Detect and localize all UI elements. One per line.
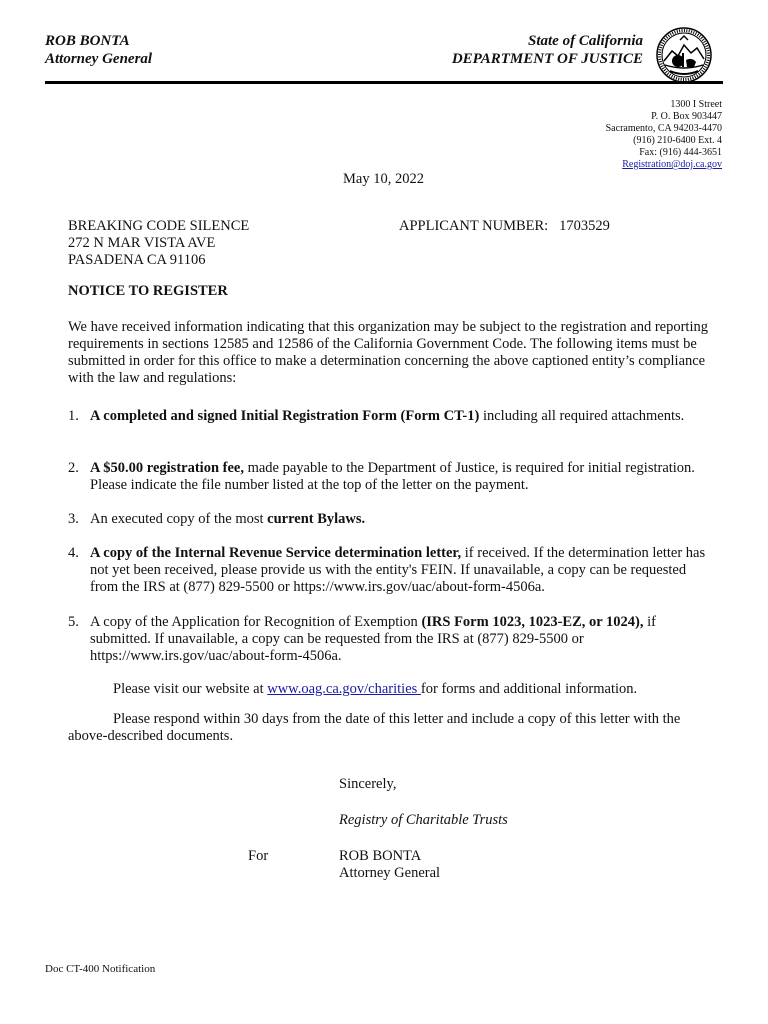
list-item-text: made payable to the Department of Justice, is required for initial registration. Please indicate the file number listed at the top of the letter on the payment. xyxy=(90,460,695,493)
state-name: State of California xyxy=(527,33,643,49)
list-item-text: if submitted. If unavailable, a copy can be requested from the IRS at (877) 829-5500 or https://www.irs.gov/uac/about-form-4506a. xyxy=(90,614,656,664)
signer-title: Attorney General xyxy=(339,865,441,881)
intro-paragraph: We have received information indicating that this organization may be subject to the registration and reporting requirements in sections 12585 and 12586 of the California Government Code. The following items must be submitted in order for this office to make a determination concerning the above captioned entity’s compliance with the law and regulations: xyxy=(68,319,708,386)
list-item-bold: (IRS Form 1023, 1023-EZ, or 1024), xyxy=(421,614,644,630)
list-item-bold: A $50.00 registration fee, xyxy=(90,460,244,476)
list-item-number: 1. xyxy=(68,408,79,424)
list-item-number: 2. xyxy=(68,460,79,476)
address-line: Sacramento, CA 94203-4470 xyxy=(605,123,722,134)
signer-name: ROB BONTA xyxy=(339,848,422,864)
applicant-number xyxy=(399,218,610,235)
fax-line: Fax: (916) 444-3651 xyxy=(639,147,722,158)
signature-block xyxy=(339,848,440,882)
closing: Sincerely, xyxy=(339,776,397,792)
recipient-street: 272 N MAR VISTA AVE xyxy=(68,235,216,251)
california-state-seal-icon xyxy=(656,27,712,83)
letterhead-right xyxy=(452,32,643,68)
recipient-name: BREAKING CODE SILENCE xyxy=(68,218,250,234)
address-line: 1300 I Street xyxy=(670,99,722,110)
list-item-number: 3. xyxy=(68,511,79,527)
letterhead-divider xyxy=(45,81,723,84)
list-item-text: if received. If the determination letter has not yet been received, please provide us with the entity's FEIN. If unavailable, a copy can be requested from the IRS at (877) 829-5500 or https://www.irs.gov/uac/about-form-4506a. xyxy=(90,545,706,595)
list-item-bold: current Bylaws. xyxy=(267,511,366,527)
attorney-general-name: ROB BONTA xyxy=(45,33,130,49)
list-item-text: A copy of the Application for Recognition of Exemption xyxy=(90,614,422,630)
letterhead-left xyxy=(45,32,152,68)
recipient-address xyxy=(68,218,249,269)
list-item-bold: A completed and signed Initial Registration Form (Form CT-1) xyxy=(90,408,480,424)
registration-email-link[interactable]: Registration@doj.ca.gov xyxy=(622,159,722,170)
address-line: P. O. Box 903447 xyxy=(651,111,722,122)
letter-date: May 10, 2022 xyxy=(343,171,424,187)
website-text-pre: Please visit our website at xyxy=(113,681,268,697)
office-address xyxy=(606,99,722,171)
for-label: For xyxy=(248,848,269,864)
respond-paragraph: Please respond within 30 days from the date of this letter and include a copy of this letter with the above-described documents. xyxy=(68,711,681,744)
list-item xyxy=(68,511,712,528)
list-item xyxy=(68,408,712,425)
list-item-text: including all required attachments. xyxy=(479,408,685,424)
list-item xyxy=(68,614,712,665)
notice-title: NOTICE TO REGISTER xyxy=(68,283,228,299)
list-item-number: 5. xyxy=(68,614,79,630)
list-item xyxy=(68,545,712,596)
list-item xyxy=(68,460,712,494)
department-name: DEPARTMENT OF JUSTICE xyxy=(451,51,643,67)
list-item-number: 4. xyxy=(68,545,79,561)
charities-website-link[interactable]: www.oag.ca.gov/charities xyxy=(267,681,421,697)
document-footer: Doc CT-400 Notification xyxy=(45,963,156,975)
registry-name: Registry of Charitable Trusts xyxy=(339,812,508,828)
phone-line: (916) 210-6400 Ext. 4 xyxy=(633,135,722,146)
recipient-city: PASADENA CA 91106 xyxy=(68,252,206,268)
applicant-number-value: 1703529 xyxy=(559,218,610,234)
list-item-text: An executed copy of the most xyxy=(90,511,268,527)
list-item-bold: A copy of the Internal Revenue Service determination letter, xyxy=(90,545,462,561)
attorney-general-title: Attorney General xyxy=(45,51,153,67)
website-paragraph xyxy=(68,681,708,698)
website-text-post: for forms and additional information. xyxy=(420,681,638,697)
applicant-number-label: APPLICANT NUMBER: xyxy=(399,218,549,234)
